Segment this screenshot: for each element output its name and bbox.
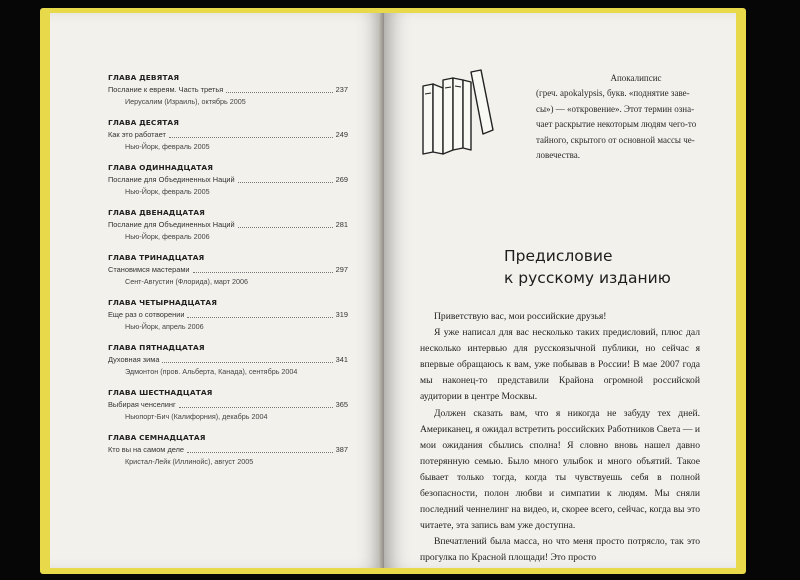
paragraph: Я уже написал для вас несколько таких предисловий, плюс дал несколько интервью для русскоязычной публики, но сейчас я впервые обращаюсь к вам, уже побывав в России! В мае 2007 года мы наконец-то представили Крайона огромной российской аудитории в центре Москвы.	[420, 327, 700, 403]
chapter-heading: ГЛАВА ДВЕНАДЦАТАЯ	[108, 208, 205, 217]
toc-entry	[108, 207, 348, 243]
preface-title: Предисловие к русскому изданию	[504, 247, 671, 287]
table-of-contents	[108, 72, 348, 477]
left-page	[50, 13, 384, 568]
toc-entry	[108, 297, 348, 333]
epigraph-line: ловечества.	[536, 150, 581, 161]
chapter-place: Нью-Йорк, февраль 2005	[125, 142, 210, 151]
chapter-heading: ГЛАВА ПЯТНАДЦАТАЯ	[108, 343, 205, 352]
toc-entry	[108, 72, 348, 108]
page-number: 269	[335, 175, 348, 184]
chapter-heading: ГЛАВА ОДИННАДЦАТАЯ	[108, 163, 214, 172]
page-number: 319	[335, 310, 348, 319]
chapter-place: Иерусалим (Израиль), октябрь 2005	[125, 97, 246, 106]
epigraph	[536, 71, 736, 163]
epigraph-term: Апокалипсис	[610, 73, 662, 83]
chapter-title: Послание к евреям. Часть третья	[108, 85, 224, 94]
preface-body	[420, 309, 700, 567]
chapter-place: Кристал-Лейк (Иллинойс), август 2005	[125, 457, 254, 466]
chapter-heading: ГЛАВА ДЕСЯТАЯ	[108, 118, 179, 127]
paragraph: Приветствую вас, мои российские друзья!	[434, 311, 607, 322]
chapter-title: Духовная зима	[108, 355, 160, 364]
chapter-heading: ГЛАВА ШЕСТНАДЦАТАЯ	[108, 388, 213, 397]
chapter-title: Послание для Объединенных Наций	[108, 175, 235, 184]
chapter-place: Ньюпорт-Бич (Калифорния), декабрь 2004	[125, 412, 268, 421]
chapter-heading: ГЛАВА ЧЕТЫРНАДЦАТАЯ	[108, 298, 218, 307]
toc-entry	[108, 432, 348, 468]
chapter-place: Нью-Йорк, февраль 2005	[125, 187, 210, 196]
chapter-heading: ГЛАВА ТРИНАДЦАТАЯ	[108, 253, 205, 262]
chapter-title: Становимся мастерами	[108, 265, 190, 274]
toc-entry	[108, 342, 348, 378]
page-number: 249	[335, 130, 348, 139]
chapter-title: Кто вы на самом деле	[108, 445, 185, 454]
chapter-place: Нью-Йорк, февраль 2006	[125, 232, 210, 241]
right-page	[384, 13, 736, 568]
toc-entry	[108, 252, 348, 288]
page-number: 365	[335, 400, 348, 409]
epigraph-line: тайного, скрытого от основной массы че-	[536, 134, 695, 145]
page-number: 281	[335, 220, 348, 229]
chapter-title: Как это работает	[108, 130, 166, 139]
chapter-title: Еще раз о сотворении	[108, 310, 185, 319]
paragraph: Впечатлений была масса, но что меня просто потрясло, так это прогулка по Красной площади! Это просто	[420, 536, 700, 564]
chapter-heading: ГЛАВА ДЕВЯТАЯ	[108, 73, 180, 82]
chapter-title: Послание для Объединенных Наций	[108, 220, 235, 229]
chapter-heading: ГЛАВА СЕМНАДЦАТАЯ	[108, 433, 206, 442]
books-icon	[419, 68, 497, 158]
chapter-place: Эдмонтон (пров. Альберта, Канада), сентябрь 2004	[125, 367, 298, 376]
page-number: 297	[335, 265, 348, 274]
chapter-title: Выбирая ченселинг	[108, 400, 176, 409]
toc-entry	[108, 117, 348, 153]
epigraph-line: (греч. apokalypsis, букв. «поднятие заве-	[536, 88, 690, 99]
toc-entry	[108, 387, 348, 423]
chapter-place: Сент-Августин (Флорида), март 2006	[125, 277, 248, 286]
epigraph-line: чает раскрытие некоторым людям чего-то	[536, 119, 697, 130]
page-number: 237	[335, 85, 348, 94]
chapter-place: Нью-Йорк, апрель 2006	[125, 322, 204, 331]
paragraph: Должен сказать вам, что я никогда не забуду тех дней. Американец, я ожидал встретить российских Работников Света — и мои ожидания сбылись сполна! Я словно вновь нашел давно потерянную семью. Было много улыбок и много объятий. Такое бывает только тогда, когда ты чувствуешь себя в полной безопасности, полон любви и симпатии к людям. Мы сняли последний ченнелинг на видео, и, скорее всего, сейчас, когда вы это читаете, эта запись вам уже доступна.	[420, 407, 700, 532]
toc-entry	[108, 162, 348, 198]
epigraph-line: сы») — «откровение». Этот термин озна-	[536, 103, 695, 114]
page-number: 387	[335, 445, 348, 454]
page-number: 341	[335, 355, 348, 364]
